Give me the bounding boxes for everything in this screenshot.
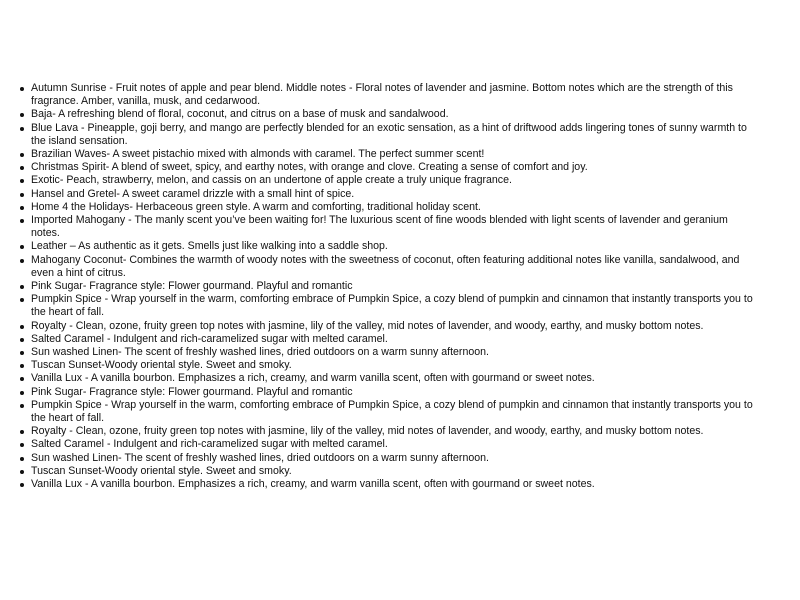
list-item: Sun washed Linen- The scent of freshly washed lines, dried outdoors on a warm sunny afternoon. — [31, 346, 753, 359]
list-item: Pumpkin Spice - Wrap yourself in the warm, comforting embrace of Pumpkin Spice, a cozy blend of pumpkin and cinnamon that instantly transports you to the heart of fall. — [31, 293, 753, 319]
list-item: Vanilla Lux - A vanilla bourbon. Emphasizes a rich, creamy, and warm vanilla scent, often with gourmand or sweet notes. — [31, 478, 753, 491]
list-item: Hansel and Gretel- A sweet caramel drizzle with a small hint of spice. — [31, 188, 753, 201]
list-item: Imported Mahogany - The manly scent you’ve been waiting for! The luxurious scent of fine woods blended with light scents of lavender and geranium notes. — [31, 214, 753, 240]
list-item: Pumpkin Spice - Wrap yourself in the warm, comforting embrace of Pumpkin Spice, a cozy blend of pumpkin and cinnamon that instantly transports you to the heart of fall. — [31, 398, 753, 425]
list-item: Royalty - Clean, ozone, fruity green top notes with jasmine, lily of the valley, mid notes of lavender, and woody, earthy, and musky bottom notes. — [31, 425, 753, 438]
list-item: Blue Lava - Pineapple, goji berry, and mango are perfectly blended for an exotic sensation, as a hint of driftwood adds lingering tones of sunny warmth to the island sensation. — [31, 122, 753, 148]
list-item: Home 4 the Holidays- Herbaceous green style. A warm and comforting, traditional holiday scent. — [31, 201, 753, 214]
list-item: Pink Sugar- Fragrance style: Flower gourmand. Playful and romantic — [31, 280, 753, 293]
list-item: Sun washed Linen- The scent of freshly washed lines, dried outdoors on a warm sunny afternoon. — [31, 452, 753, 465]
list-item: Brazilian Waves- A sweet pistachio mixed with almonds with caramel. The perfect summer scent! — [31, 148, 753, 161]
list-item: Exotic- Peach, strawberry, melon, and cassis on an undertone of apple create a truly unique fragrance. — [31, 174, 753, 187]
scent-list — [31, 82, 753, 491]
list-item: Baja- A refreshing blend of floral, coconut, and citrus on a base of musk and sandalwood. — [31, 108, 753, 121]
list-item: Salted Caramel - Indulgent and rich-caramelized sugar with melted caramel. — [31, 333, 753, 346]
list-item: Christmas Spirit- A blend of sweet, spicy, and earthy notes, with orange and clove. Creating a sense of comfort and joy. — [31, 161, 753, 174]
list-item: Mahogany Coconut- Combines the warmth of woody notes with the sweetness of coconut, often featuring additional notes like vanilla, sandalwood, and even a hint of citrus. — [31, 254, 753, 280]
list-item: Autumn Sunrise - Fruit notes of apple and pear blend. Middle notes - Floral notes of lavender and jasmine. Bottom notes which are the strength of this fragrance. Amber, vanilla, musk, and cedarwood. — [31, 82, 753, 108]
list-item: Tuscan Sunset-Woody oriental style. Sweet and smoky. — [31, 359, 753, 372]
list-item: Vanilla Lux - A vanilla bourbon. Emphasizes a rich, creamy, and warm vanilla scent, often with gourmand or sweet notes. — [31, 372, 753, 385]
list-item: Pink Sugar- Fragrance style: Flower gourmand. Playful and romantic — [31, 386, 753, 399]
list-item: Royalty - Clean, ozone, fruity green top notes with jasmine, lily of the valley, mid notes of lavender, and woody, earthy, and musky bottom notes. — [31, 320, 753, 333]
list-item: Salted Caramel - Indulgent and rich-caramelized sugar with melted caramel. — [31, 438, 753, 451]
list-item: Tuscan Sunset-Woody oriental style. Sweet and smoky. — [31, 465, 753, 478]
list-item: Leather – As authentic as it gets. Smells just like walking into a saddle shop. — [31, 240, 753, 253]
